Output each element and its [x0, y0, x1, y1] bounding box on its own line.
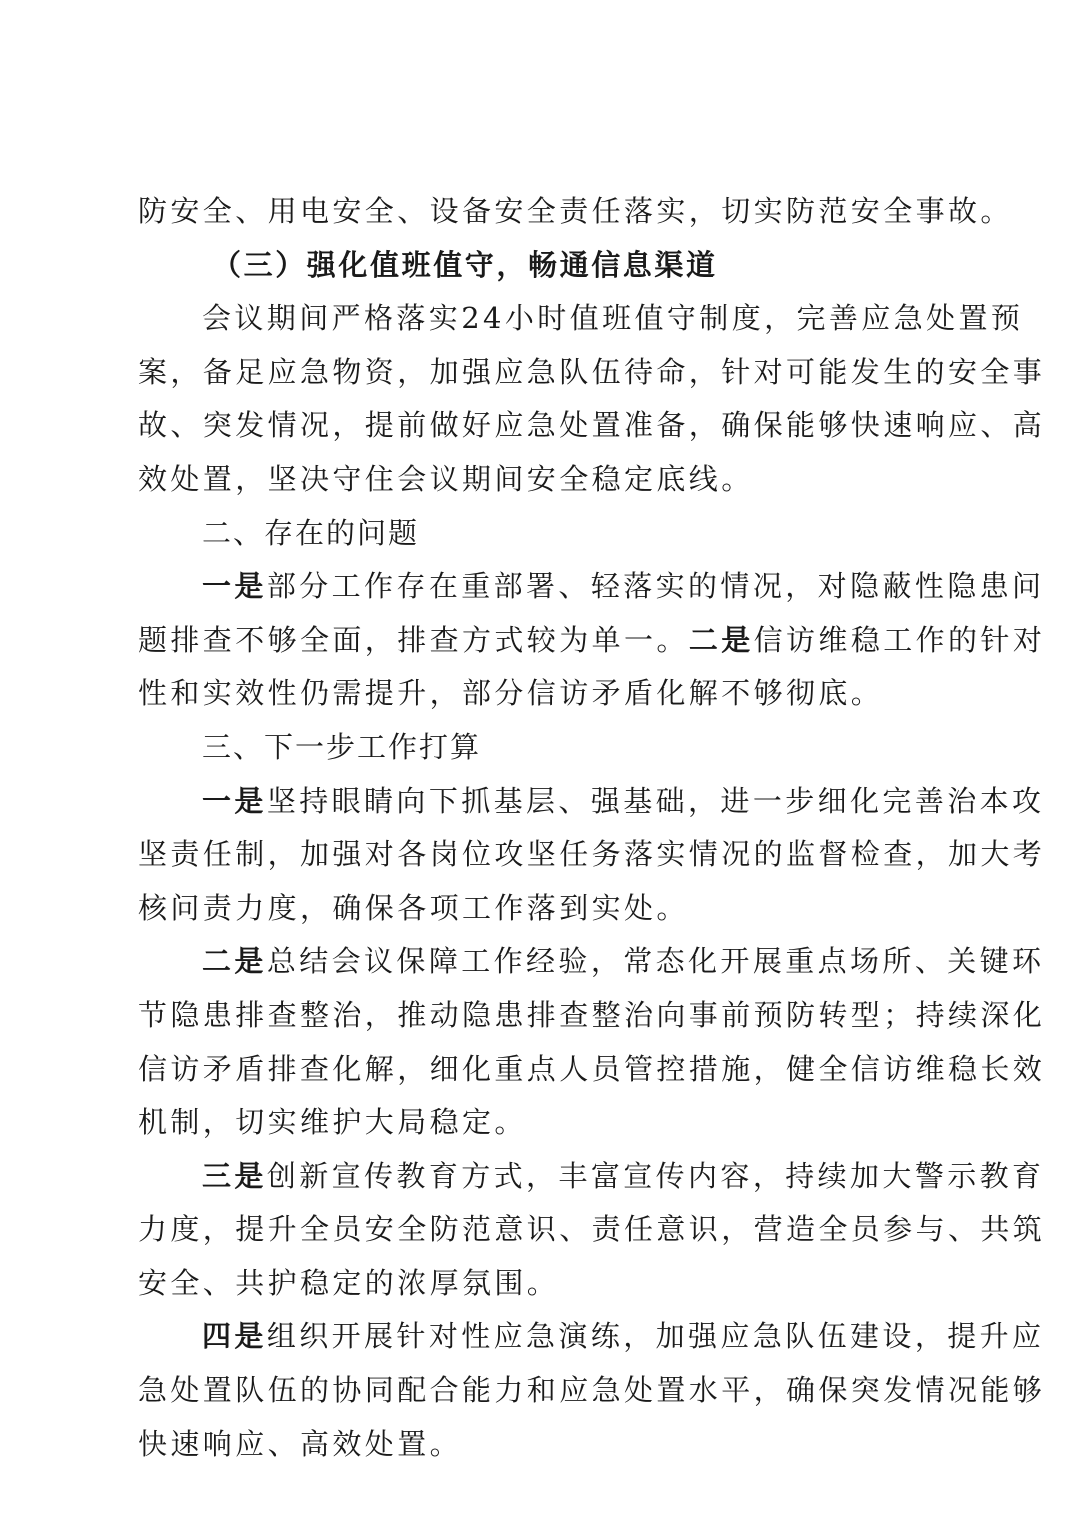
- subsection-heading: （三）强化值班值守，畅通信息渠道: [212, 247, 718, 282]
- paragraph-text: 组织开展针对性应急演练，加强应急队伍建设，提升应: [266, 1319, 1045, 1354]
- paragraph-line: [138, 614, 1046, 668]
- paragraph-line: 快速响应、高效处置。: [138, 1426, 463, 1461]
- document-page: [138, 185, 1046, 1471]
- paragraph-line: 坚责任制，加强对各岗位攻坚任务落实情况的监督检查，加大考: [138, 837, 1046, 872]
- paragraph-line: 性和实效性仍需提升，部分信访矛盾化解不够彻底。: [138, 676, 884, 711]
- paragraph-line: 机制，切实维护大局稳定。: [138, 1105, 527, 1140]
- lead-marker: 二是: [688, 622, 754, 657]
- paragraph-line: 故、突发情况，提前做好应急处置准备，确保能够快速响应、高: [138, 408, 1046, 443]
- paragraph-text: 坚持眼睛向下抓基层、强基础，进一步细化完善治本攻: [266, 783, 1045, 818]
- paragraph-line: 信访矛盾排查化解，细化重点人员管控措施，健全信访维稳长效: [138, 1051, 1046, 1086]
- paragraph-text: 总结会议保障工作经验，常态化开展重点场所、关键环: [266, 944, 1045, 979]
- lead-marker: 一是: [202, 783, 267, 818]
- paragraph-line: 节隐患排查整治，推动隐患排查整治向事前预防转型；持续深化: [138, 997, 1046, 1032]
- paragraph-text: 部分工作存在重部署、轻落实的情况，对隐蔽性隐患问: [266, 569, 1045, 604]
- paragraph-text: 信访维稳工作的针对: [753, 622, 1046, 657]
- paragraph-text: 创新宣传教育方式，丰富宣传内容，持续加大警示教育: [266, 1158, 1045, 1193]
- paragraph-line: 力度，提升全员安全防范意识、责任意识，营造全员参与、共筑: [138, 1212, 1046, 1247]
- section-heading: 三、下一步工作打算: [202, 729, 482, 764]
- paragraph-line: [138, 935, 1045, 989]
- lead-marker: 一是: [202, 569, 267, 604]
- section-heading: 二、存在的问题: [202, 515, 420, 550]
- paragraph-line: [138, 1150, 1045, 1204]
- paragraph-line: 核问责力度，确保各项工作落到实处。: [138, 890, 689, 925]
- lead-marker: 二是: [202, 944, 267, 979]
- paragraph-line: [138, 1310, 1045, 1364]
- paragraph-line: 效处置，坚决守住会议期间安全稳定底线。: [138, 461, 754, 496]
- paragraph-line: [138, 560, 1045, 614]
- lead-marker: 三是: [202, 1158, 267, 1193]
- paragraph-line: 防安全、用电安全、设备安全责任落实，切实防范安全事故。: [138, 194, 1013, 228]
- paragraph-line: 安全、共护稳定的浓厚氛围。: [138, 1265, 560, 1300]
- paragraph-text: 题排查不够全面，排查方式较为单一。: [138, 622, 689, 657]
- lead-marker: 四是: [202, 1319, 267, 1354]
- paragraph-line: [138, 775, 1045, 829]
- paragraph-line: 案，备足应急物资，加强应急队伍待命，针对可能发生的安全事: [138, 354, 1046, 389]
- paragraph-line: 急处置队伍的协同配合能力和应急处置水平，确保突发情况能够: [138, 1373, 1046, 1408]
- paragraph-line: 会议期间严格落实24小时值班值守制度，完善应急处置预: [202, 301, 1024, 336]
